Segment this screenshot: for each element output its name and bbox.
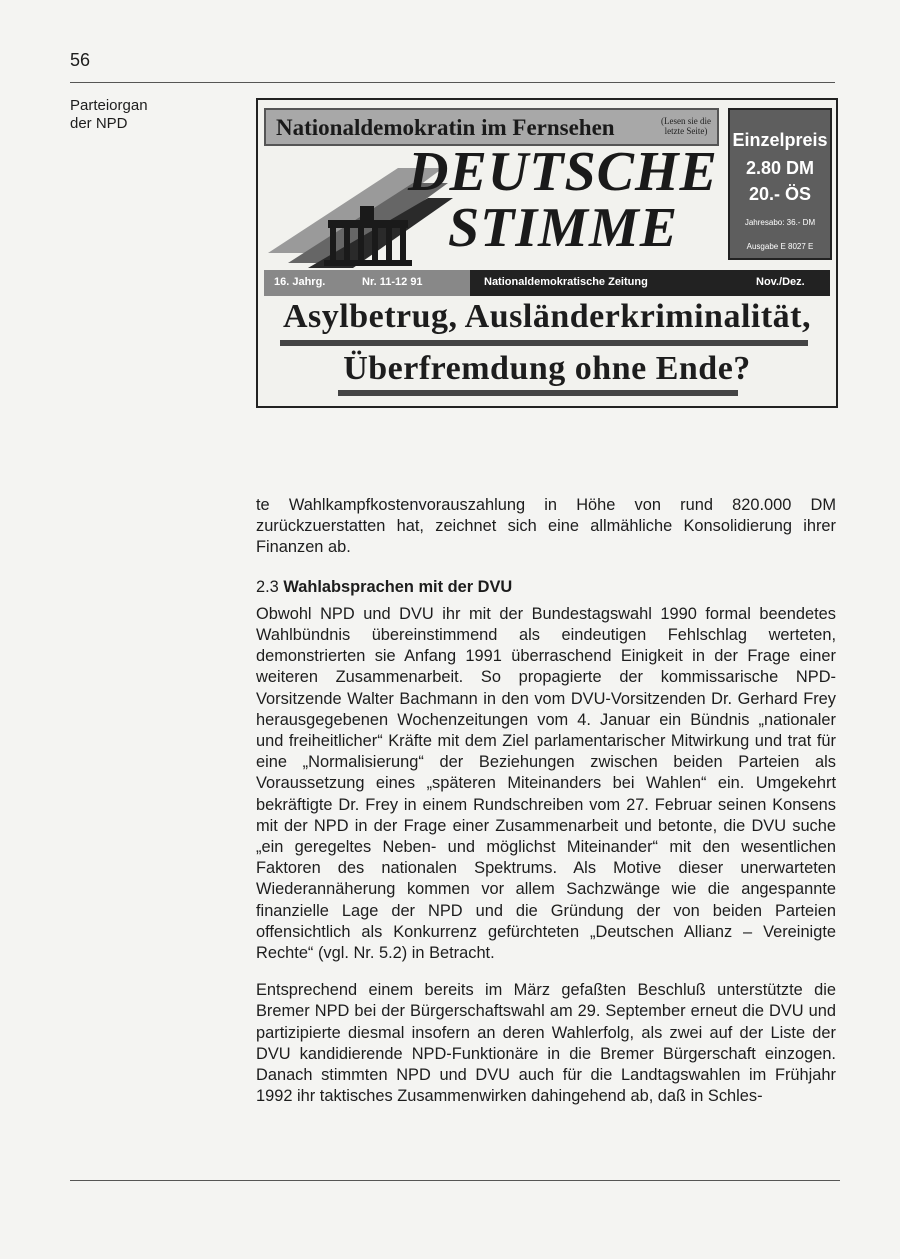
edition-code: Ausgabe E 8027 E	[746, 242, 814, 251]
issue-info-bar	[264, 270, 830, 296]
margin-note	[70, 97, 148, 133]
issue-number: Nr. 11-12 91	[362, 276, 423, 288]
intro-paragraph: te Wahlkampfkostenvorauszahlung in Höhe von rund 820.000 DM zurückzuerstatten hat, zeichnet sich eine allmähliche Konsolidierung ihrer Finanzen ab.	[256, 496, 836, 557]
bottom-rule	[70, 1180, 840, 1181]
newspaper-name-line-1: DEUTSCHE	[408, 141, 718, 203]
subscription-price: Jahresabo: 36.- DM	[744, 218, 816, 227]
headline-underline-1	[280, 340, 808, 346]
newspaper-name	[408, 141, 718, 259]
price-dm: 2.80 DM	[745, 158, 815, 178]
headline-line-2: Überfremdung ohne Ende?	[343, 350, 751, 387]
margin-note-line-2: der NPD	[70, 115, 128, 132]
page-number: 56	[70, 50, 91, 70]
price-label: Einzelpreis	[732, 130, 828, 150]
top-rule	[70, 82, 835, 83]
body-paragraph-2: Entsprechend einem bereits im März gefaßten Beschluß unterstützte die Bremer NPD bei der Bürgerschaftswahl am 29. September erneut die DVU und partizipierte diesmal insofern an deren Wahlerfolg, als zwei auf der Liste der DVU kandidierende NPD-Funktionäre in die Bremer Bürgerschaft einzogen. Danach stimmten NPD und DVU auch für die Landtagswahlen im Frühjahr 1992 ihr taktisches Zusammenwirken dahingehend ab, daß in Schles-	[256, 981, 836, 1106]
issue-subtitle: Nationaldemokratische Zeitung	[484, 276, 648, 288]
masthead-top-note: (Lesen sie die letzte Seite)	[661, 116, 711, 136]
margin-note-line-1: Parteiorgan	[70, 97, 148, 114]
issue-year: 16. Jahrg.	[274, 276, 326, 288]
section-title: Wahlabsprachen mit der DVU	[283, 577, 513, 596]
section-heading	[256, 577, 836, 598]
price-box	[728, 108, 832, 260]
headline-line-1: Asylbetrug, Ausländerkriminalität,	[283, 298, 811, 335]
headline-underline-2	[338, 390, 738, 396]
issue-month: Nov./Dez.	[756, 276, 805, 288]
body-paragraph-1: Obwohl NPD und DVU ihr mit der Bundestagswahl 1990 formal beendetes Wahlbündnis übereinstimmend als eindeutigen Fehlschlag werteten, demonstrierten sie Anfang 1991 überraschend Einigkeit in der Frage einer weiteren Zusammenarbeit. So propagierte der kommissarische NPD-Vorsitzende Walter Bachmann in den vom DVU-Vorsitzenden Dr. Gerhard Frey herausgegebenen Wochenzeitungen vom 4. Januar ein Bündnis „nationaler und freiheitlicher“ Kräfte mit dem Ziel parlamentarischer Mitwirkung und trat für eine „Normalisierung“ der Beziehungen zwischen beiden Parteien als Voraussetzung eines „späteren Miteinanders bei Wahlen“ ein. Umgekehrt bekräftigte Dr. Frey in einem Rundschreiben vom 27. Februar seinen Konsens mit der NPD in der Frage einer Zusammenarbeit und betonte, die DVU suche „ein geregeltes Neben- und möglichst Miteinander“ mit den wesentlichen Faktoren des nationalen Spektrums. Als Motive dieser unerwarteten Wiederannäherung kommen vor allem Sachzwänge wie die angespannte finanzielle Lage der NPD und die Gründung der von beiden Parteien offensichtlich als Konkurrenz gefürchteten „Deutschen Allianz – Vereinigte Rechte“ (vgl. Nr. 5.2) in Betracht.	[256, 604, 836, 963]
newspaper-name-line-2: STIMME	[448, 197, 679, 259]
newspaper-masthead-image	[256, 98, 838, 408]
price-os: 20.- ÖS	[748, 184, 812, 204]
body-text-column	[256, 495, 836, 1107]
section-number: 2.3	[256, 577, 279, 596]
masthead-top-title: Nationaldemokratin im Fernsehen	[276, 115, 615, 140]
